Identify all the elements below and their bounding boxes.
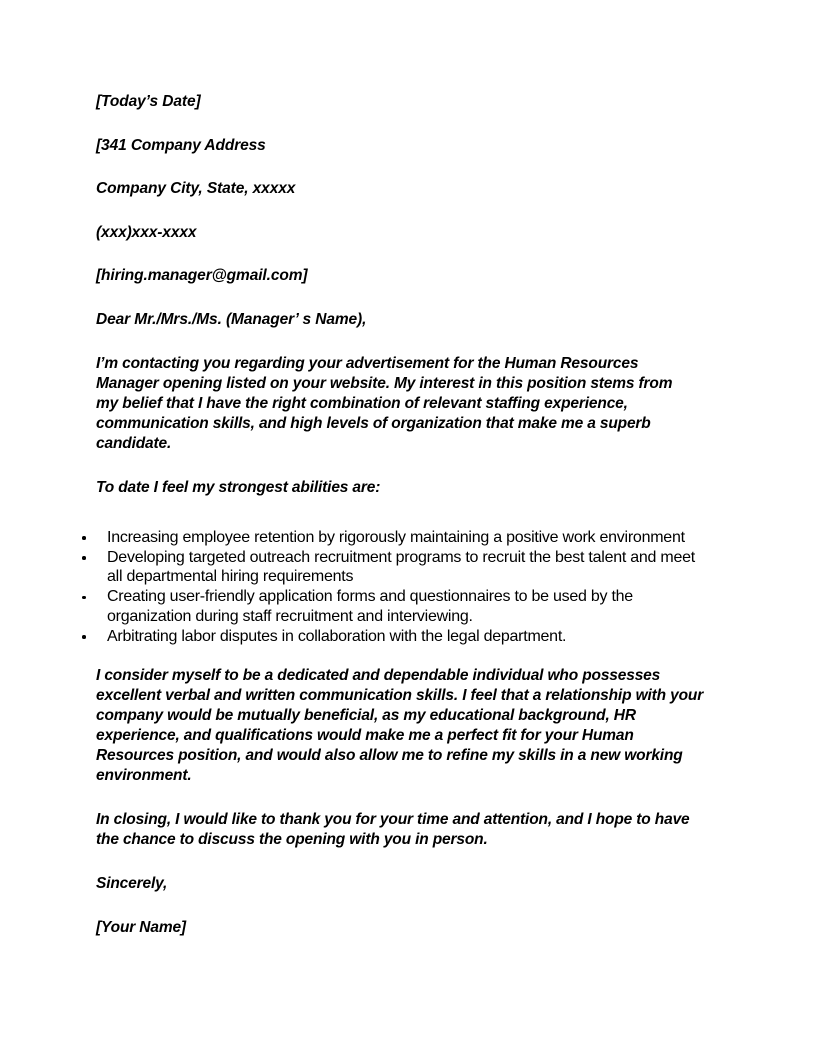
list-item: Creating user-friendly application forms and questionnaires to be used by the organization during staff recruitment and interviewing. bbox=[71, 587, 696, 626]
list-item: Arbitrating labor disputes in collaboration with the legal department. bbox=[71, 627, 696, 647]
self-assessment-paragraph: I consider myself to be a dedicated and dependable individual who possesses excellent verbal and written communication skills. I feel that a relationship with your company would be mutually beneficial, as my educational background, HR experience, and qualifications would make me a perfect fit for your Human Resources position, and would also allow me to refine my skills in a new working environment. bbox=[96, 667, 704, 784]
letter-body bbox=[96, 92, 708, 938]
abilities-lead-in: To date I feel my strongest abilities are: bbox=[96, 478, 381, 496]
phone-line: (xxx)xxx-xxxx bbox=[96, 223, 197, 241]
email-line: [hiring.manager@gmail.com] bbox=[96, 267, 308, 284]
closing-paragraph: In closing, I would like to thank you for your time and attention, and I hope to have the chance to discuss the opening with you in person. bbox=[96, 811, 690, 848]
signature-name-line: [Your Name] bbox=[96, 919, 186, 936]
intro-paragraph: I’m contacting you regarding your advertisement for the Human Resources Manager opening listed on your website. My interest in this position stems from my belief that I have the right combination of relevant staffing experience, communication skills, and high levels of organization that make me a superb candidate. bbox=[96, 354, 673, 452]
abilities-list bbox=[71, 528, 696, 647]
list-item: Developing targeted outreach recruitment programs to recruit the best talent and meet all departmental hiring requirements bbox=[71, 548, 696, 587]
sign-off-line: Sincerely, bbox=[96, 875, 168, 892]
company-city-state-zip-line: Company City, State, xxxxx bbox=[96, 180, 296, 197]
list-item: Increasing employee retention by rigorously maintaining a positive work environment bbox=[71, 528, 696, 548]
salutation-line: Dear Mr./Mrs./Ms. (Manager’ s Name), bbox=[96, 310, 367, 328]
company-address-line: [341 Company Address bbox=[96, 136, 266, 154]
date-line: [Today’s Date] bbox=[96, 93, 201, 110]
